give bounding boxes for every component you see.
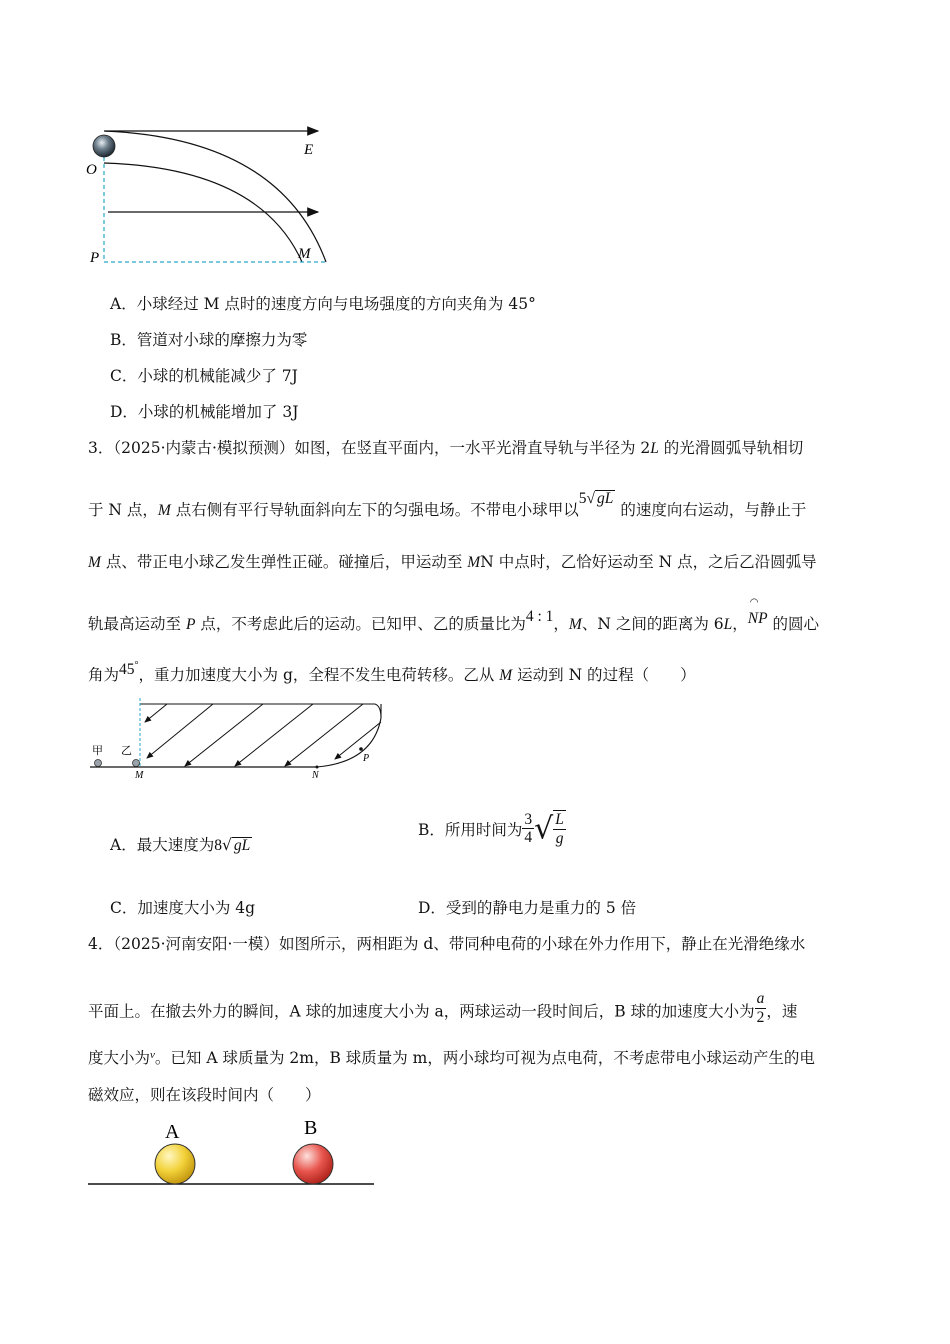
math-M: M <box>568 616 582 633</box>
q3-text: 的速度向右运动，与静止于 <box>615 501 807 519</box>
label-a: A <box>165 1121 180 1143</box>
q3-text: 点、带正电小球乙发生弹性正碰。碰撞后，甲运动至 <box>100 553 468 571</box>
math-M: M <box>157 502 171 519</box>
q3-source: （2025·内蒙古·模拟预测） <box>113 439 295 457</box>
ball-b-icon <box>293 1144 333 1184</box>
q3-line-3 <box>88 550 817 572</box>
math-M: M <box>499 667 513 684</box>
label-yi: 乙 <box>121 745 132 757</box>
point-n <box>316 766 319 769</box>
q4-text: 平面上。在撤去外力的瞬间，A 球的加速度大小为 a，两球运动一段时间后，B 球的加速度大小为 <box>88 1002 755 1021</box>
label-m: M <box>135 770 144 781</box>
arc-label: NP <box>747 610 768 627</box>
q4-source: （2025·河南安阳·一模） <box>113 935 279 953</box>
sqrt-icon: √ <box>534 811 554 847</box>
label-b: B <box>304 1117 318 1139</box>
label-p: P <box>363 753 370 764</box>
label-jia: 甲 <box>92 745 103 757</box>
accel-fraction <box>755 990 767 1027</box>
angle-value <box>119 661 139 678</box>
option-a-coef: 8 <box>214 837 222 854</box>
q2-option-a: A．小球经过 M 点时的速度方向与电场强度的方向夹角为 45° <box>110 295 536 313</box>
q3-option-c: C．加速度大小为 4g <box>110 899 256 917</box>
field-line <box>145 704 167 722</box>
q3-option-d: D．受到的静电力是重力的 5 倍 <box>418 899 637 917</box>
q3-text: ， <box>553 615 569 633</box>
q3-option-a: A．最大速度为8√ gL <box>110 836 251 854</box>
q3-text: 的光滑圆弧导轨相切 <box>658 439 804 457</box>
circular-track-arc <box>317 704 381 767</box>
speed-coef: 5 <box>578 490 587 507</box>
label-P: P <box>90 250 100 266</box>
q3-text: 轨最高运动至 <box>88 615 186 633</box>
fraction-numerator: 3 <box>524 810 533 828</box>
q4-text: ，速 <box>766 1002 798 1021</box>
q2-option-b: B．管道对小球的摩擦力为零 <box>110 331 308 349</box>
arc-top-curve <box>375 704 381 718</box>
radical-denominator: g <box>555 829 564 847</box>
q3-text: 于 N 点， <box>88 501 158 519</box>
q4-line-2 <box>88 990 798 1031</box>
label-M: M <box>298 246 311 262</box>
math-L: L <box>650 440 659 457</box>
q4-text: 度大小为 <box>88 1049 151 1067</box>
q3-text: 运动到 N 的过程（ ） <box>512 666 696 684</box>
math-M: M <box>467 554 481 571</box>
q3-text: ，重力加速度大小为 g，全程不发生电荷转移。乙从 <box>138 666 500 684</box>
q4-line-4: 磁效应，则在该段时间内（ ） <box>88 1086 321 1104</box>
label-n: N <box>312 770 319 781</box>
q3-option-b <box>418 810 566 848</box>
point-p <box>359 747 363 751</box>
math-L: L <box>723 616 733 633</box>
q3-line-4 <box>88 597 820 634</box>
option-b-fraction <box>522 811 534 848</box>
option-b-radical-fraction <box>553 810 566 848</box>
ball-a-icon <box>155 1144 195 1184</box>
degree-sign: ° <box>134 659 139 671</box>
fraction-numerator: a <box>756 990 765 1007</box>
option-a-radicand: gL <box>233 837 251 854</box>
math-v: v <box>150 1049 155 1061</box>
field-line <box>235 704 313 766</box>
q2-option-c: C．小球的机械能减少了 7J <box>110 367 298 385</box>
arc-np <box>747 597 768 634</box>
q3-text: 如图，在竖直平面内，一水平光滑直导轨与半径为 2 <box>294 439 651 457</box>
field-line <box>285 704 363 766</box>
q3-text: N 中点时，乙恰好运动至 N 点，之后乙沿圆弧导 <box>480 553 817 571</box>
mass-ratio: 4 : 1 <box>525 608 554 625</box>
fraction-denominator: 2 <box>756 1008 765 1026</box>
ball-jia-icon <box>95 760 102 767</box>
q2-option-d: D．小球的机械能增加了 3J <box>110 403 299 421</box>
q3-option-a-text: A．最大速度为 <box>110 836 215 854</box>
speed-expression: 5√ gL <box>578 490 614 507</box>
label-O: O <box>86 162 97 178</box>
q3-text: ， <box>732 615 748 633</box>
angle-number: 45 <box>119 661 135 678</box>
q4-text: 。已知 A 球质量为 2m，B 球质量为 m，两小球均可视为点电荷，不考虑带电小球运动产生的电 <box>154 1049 815 1067</box>
q4-line-3 <box>88 1046 815 1068</box>
math-M: M <box>88 554 101 571</box>
q3-number: 3． <box>88 439 114 457</box>
q3-text: 、N 之间的距离为 6 <box>581 615 724 633</box>
q3-text: 角为 <box>88 666 120 684</box>
ball-yi-icon <box>133 760 140 767</box>
arc-symbol-icon: ◠ <box>749 597 759 608</box>
q4-text: 如图所示，两相距为 d、带同种电荷的小球在外力作用下，静止在光滑绝缘水 <box>278 935 806 953</box>
field-line <box>185 704 263 766</box>
math-P: P <box>185 616 196 633</box>
q3-line-5 <box>88 659 696 685</box>
ball-icon <box>93 135 115 157</box>
q3-option-b-text: B．所用时间为 <box>418 820 523 839</box>
q4-number: 4． <box>88 935 114 953</box>
q3-text: 点右侧有平行导轨面斜向左下的匀强电场。不带电小球甲以 <box>170 501 579 519</box>
figure-track-field <box>85 696 390 786</box>
q3-line-2 <box>88 490 807 520</box>
q3-line-1 <box>88 436 803 458</box>
speed-radicand: gL <box>597 490 614 507</box>
figure-two-balls <box>85 1112 380 1192</box>
radical-numerator: L <box>555 811 564 828</box>
fraction-denominator: 4 <box>524 829 533 847</box>
figure-pipe-field <box>80 120 340 270</box>
q3-text: 点，不考虑此后的运动。已知甲、乙的质量比为 <box>195 615 526 633</box>
label-E: E <box>304 142 314 158</box>
q3-text: 的圆心 <box>767 615 820 633</box>
pipe-outer-arc <box>104 131 326 262</box>
field-line <box>335 722 381 759</box>
q4-line-1 <box>88 932 805 954</box>
